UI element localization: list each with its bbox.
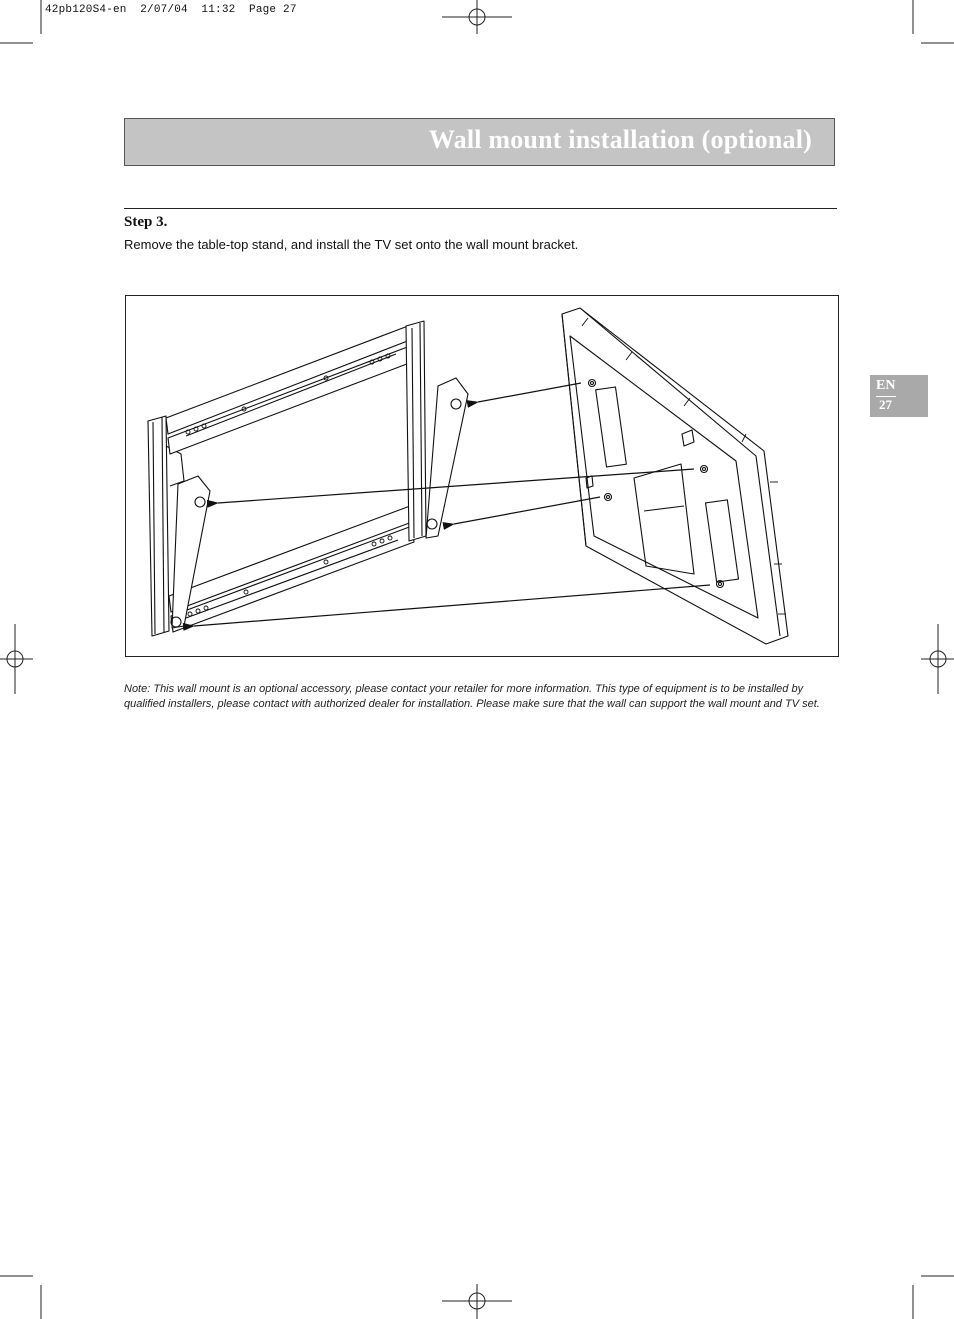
page-number: 27 (879, 397, 892, 412)
step-instruction: Remove the table-top stand, and install the TV set onto the wall mount bracket. (124, 237, 579, 252)
bracket-top-rails (166, 326, 412, 454)
bracket-right-arm (426, 378, 468, 538)
language-code: EN (876, 378, 896, 393)
title-bar (124, 118, 835, 166)
safety-note: Note: This wall mount is an optional accessory, please contact your retailer for more information. This type of equipment is to be installed by qualified installers, please contact with authorized dealer for installation. Please make sure that the wall can support the wall mount and TV set. (124, 683, 820, 710)
section-divider (124, 208, 837, 209)
wall-mount-diagram (126, 296, 840, 658)
installation-illustration (125, 295, 839, 657)
print-slug: 42pb120S4-en 2/07/04 11:32 Page 27 (45, 4, 297, 16)
bracket-right-rail (406, 321, 426, 541)
page-title: Wall mount installation (optional) (428, 125, 812, 154)
language-tab (870, 375, 928, 417)
step-heading: Step 3. (124, 214, 168, 230)
bracket-bottom-rails (169, 506, 414, 632)
